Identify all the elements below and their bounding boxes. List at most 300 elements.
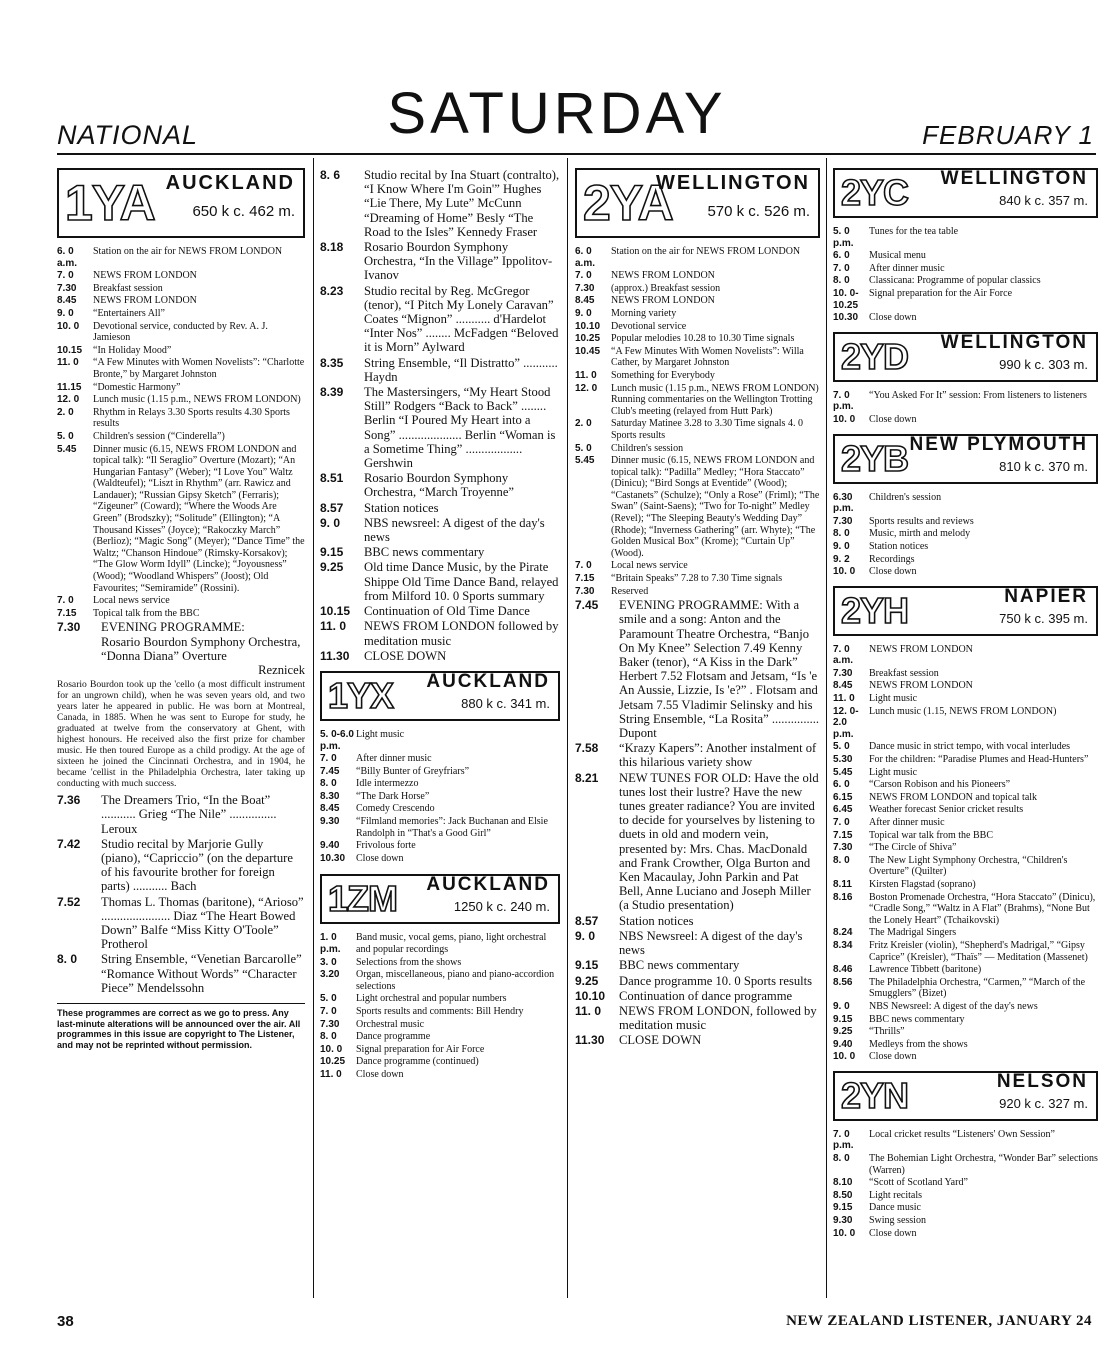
listing-item (833, 275, 1098, 287)
listing-item (575, 418, 820, 441)
listing-time: 9.15 (833, 1202, 853, 1214)
listing-time: 8.45 (320, 803, 340, 815)
station-box-2yb (833, 434, 1098, 484)
listing-time: 9. 0 (833, 540, 850, 552)
listing-item (57, 431, 305, 443)
listing-time: 8. 0 (833, 275, 850, 287)
listing-text: “Scott of Scotland Yard” (869, 1177, 968, 1189)
listing-item (575, 598, 820, 740)
listing-time: 9.25 (575, 973, 599, 988)
listing-time: 7. 0 (833, 262, 850, 274)
listing-text: Dinner music (6.15, NEWS FROM LONDON and topical talk): “Padilla” Medley; “Hora Staccato” (Dinicu); “Bird Songs at Eventide” (Wood); “Castanets” (Schulze); “Only a Rose” (Friml); “The Swan” (Saint-Saens); “Two for To-night” Medley (Revel); “The Sleeping Beauty's Wedding Day” (Rhode); “Inverness Gathering” (arr. Whyte); “The Golden Musical Box” (Krome); “Curtain Up” (Wood). (611, 455, 820, 559)
listing-text: BBC news commentary (364, 545, 485, 560)
listing-text: Signal preparation for the Air Force (869, 287, 1013, 299)
listing-time: 8.16 (833, 891, 853, 903)
listing-time: 9.15 (575, 958, 599, 973)
listing-time: 10. 0-10.25 (833, 287, 859, 311)
listing-item (833, 927, 1098, 939)
listing-time: 11. 0 (57, 357, 79, 369)
listing-time: 9. 0 (320, 515, 341, 530)
listing-item (320, 1069, 560, 1081)
listing-item (833, 263, 1098, 275)
listing-text: Children's session (“Cinderella”) (93, 430, 225, 442)
station-box-2yn (833, 1071, 1098, 1121)
listing-time: 8.30 (320, 790, 340, 802)
listing-text: Orchestral music (356, 1018, 425, 1030)
listing-time: 7.45 (320, 765, 340, 777)
listing-item (320, 778, 560, 790)
listing-time: 8.34 (833, 939, 853, 951)
header-network: NATIONAL (57, 120, 199, 150)
feature-paragraph: Rosario Bourdon took up the 'cello (a most difficult instrument for an ungrown child), when he was seven years old, and two years later he appeared in public. He was born at Montreal, Canada, in 1885. When he was sent to Europe for study, he graduated at twelve from the conservatory at Ghent, with highest honours. He received also the first prize for chamber music. He then toured Europe as a child prodigy. At the age of sixteen he joined the Cincinnati Orchestra, and in 1904, he became 'cellist in the Philadelphia Orchestra, later taking up conducting with much success. (57, 679, 305, 790)
listing-item (833, 226, 1098, 249)
listing-time: 9.40 (320, 840, 340, 852)
station-name: NEW PLYMOUTH (909, 433, 1088, 455)
listing-time: 7.30 (833, 667, 853, 679)
listing-time: 8.57 (575, 913, 599, 928)
listing-item (575, 443, 820, 455)
listing-item (320, 385, 560, 470)
listing-text: String Ensemble, “Il Distratto” ........... Haydn (364, 355, 558, 384)
listing-time: 7.52 (57, 894, 81, 909)
listing-time: 9.15 (833, 1013, 853, 1025)
listing-item (575, 346, 820, 369)
listing-item (575, 308, 820, 320)
listing-item (575, 333, 820, 345)
listing-text: NEWS FROM LONDON and topical talk (869, 791, 1038, 803)
listing-item (57, 283, 305, 295)
listing-time: 7.30 (57, 282, 77, 294)
listing-time: 8. 0 (57, 952, 78, 967)
listing-text: “The Circle of Shiva” (869, 842, 957, 854)
listing-time: 6. 0 (833, 779, 850, 791)
listing-text: Close down (869, 1051, 917, 1063)
listing-text: “The Dark Horse” (356, 790, 430, 802)
listing-time: 12. 0 (57, 394, 80, 406)
listing-text: Close down (869, 413, 917, 425)
listing-time: 10.45 (575, 345, 601, 357)
station-logo: 1ZM (328, 878, 397, 920)
listing-item (575, 383, 820, 418)
station-logo: 2YC (841, 172, 909, 213)
listing-item (320, 1006, 560, 1018)
listing-item (320, 356, 560, 384)
listing-item (833, 767, 1098, 779)
listing-time: 7. 0 (320, 753, 337, 765)
listing-text: “Billy Bunter of Greyfriars” (356, 765, 470, 777)
listing-item (57, 270, 305, 282)
listing-time: 5. 0 (320, 993, 337, 1005)
listing-time: 2. 0 (57, 406, 74, 418)
listing-text: Something for Everybody (611, 369, 715, 381)
listing-item (833, 1190, 1098, 1202)
listing-time: 7. 0 (575, 560, 592, 572)
listing-time: 12. 0 (575, 382, 598, 394)
listing-item (57, 407, 305, 430)
listing-item (833, 706, 1098, 741)
station-frequency: 570 k c. 526 m. (707, 203, 810, 220)
listing-time: 7.30 (320, 1018, 340, 1030)
station-name: WELLINGTON (940, 168, 1088, 189)
listing-title: EVENING PROGRAMME: (101, 620, 245, 635)
listing-time: 8. 0 (833, 854, 850, 866)
listing-text: Dance programme 10. 0 Sports results (619, 973, 813, 988)
listing-time: 8.45 (575, 295, 595, 307)
listing-text: Light orchestral and popular numbers (356, 993, 507, 1005)
listing-text: Popular melodies 10.28 to 10.30 Time signals (611, 333, 795, 345)
listing-text: Lunch music (1.15, NEWS FROM LONDON) (869, 705, 1057, 717)
station-name: WELLINGTON (655, 172, 810, 194)
listing-text: EVENING PROGRAMME: With a smile and a song: Anton and the Paramount Theatre Orchestra, “Banjo On My Knee” Selection 7.49 Kenny Baker (tenor), “A Kiss in the Dark” Herbert 7.52 Flotsam and Jetsam, “Is 'e An Aussie, Lizzie, Is 'e?” . Flotsam and Jetsam 7.55 Vladimir Selinsky and his String Ensemble, “La Rosita” ............... Dupont (619, 598, 820, 741)
listing-item (57, 357, 305, 380)
listing-time: 7.42 (57, 836, 81, 851)
listing-time: 8. 0 (320, 1031, 337, 1043)
listing-time: 11.15 (57, 381, 82, 393)
listing-item (833, 879, 1098, 891)
listing-text: Station on the air for NEWS FROM LONDON (611, 246, 801, 257)
listing-text: “In Holiday Mood” (93, 344, 172, 356)
column-3 (575, 168, 820, 1049)
listing-text: Studio recital by Ina Stuart (contralto), “I Know Where I'm Goin'” Hughes “Lie There, My Lute” McCunn “Dreaming of Home” Besly “The Road to the Isles” Kennedy Fraser (364, 168, 560, 239)
listing-time: 8.18 (320, 240, 344, 255)
listing-item (833, 855, 1098, 878)
evening-programme-1ya (57, 620, 305, 677)
listing-text: The New Light Symphony Orchestra, “Children's Overture” (Quilter) (869, 854, 1068, 878)
listing-item (320, 840, 560, 852)
listing-time: 8.46 (833, 964, 853, 976)
listing-item (575, 771, 820, 913)
listing-item (833, 680, 1098, 692)
station-name: NELSON (996, 1070, 1088, 1092)
listing-time: 5. 0 (833, 741, 850, 753)
listing-item (57, 608, 305, 620)
listing-time: 5.45 (575, 455, 595, 467)
listing-item (833, 1014, 1098, 1026)
listing-item (57, 308, 305, 320)
column-1 (57, 168, 305, 1050)
listing-item (833, 528, 1098, 540)
listing-text: NEWS FROM LONDON (869, 643, 973, 655)
listing-item (320, 516, 560, 544)
listing-item (833, 312, 1098, 324)
listing-text: “A Few Minutes With Women Novelists”: Willa Cather, by Margaret Johnston (611, 345, 804, 369)
listing-text: After dinner music (356, 753, 432, 765)
listing-item (575, 1004, 820, 1032)
listing-time: 10.10 (575, 988, 606, 1003)
listing-item (320, 1044, 560, 1056)
listing-text: Breakfast session (93, 282, 163, 294)
listing-text: For the children: “Paradise Plumes and Head-Hunters” (869, 754, 1089, 766)
schedule-1ya (57, 246, 305, 619)
listing-text: Station on the air for NEWS FROM LONDON (93, 246, 283, 257)
listing-time: 10.25 (575, 333, 601, 345)
listing-item (575, 270, 820, 282)
schedule-1yx (320, 729, 560, 865)
listing-item (833, 1129, 1098, 1152)
listing-item (320, 649, 560, 663)
station-frequency: 840 k c. 357 m. (999, 193, 1088, 208)
listing-time: 6.15 (833, 791, 853, 803)
listing-item (320, 969, 560, 992)
listing-item (833, 541, 1098, 553)
listing-time: 10.15 (57, 344, 83, 356)
listing-text: The Bohemian Light Orchestra, “Wonder Bar” selections (Warren) (869, 1153, 1098, 1176)
listing-item (833, 1026, 1098, 1038)
listing-text: NEWS FROM LONDON (93, 295, 197, 307)
listing-text: Topical talk from the BBC (93, 607, 200, 619)
listing-time: 5. 0 (57, 430, 74, 442)
schedule-1ya-cont (320, 168, 560, 663)
schedule-2yd (833, 390, 1098, 426)
listing-time: 6. 0 a.m. (575, 246, 596, 269)
listing-item (57, 321, 305, 344)
listing-item (57, 295, 305, 307)
listing-text: Music, mirth and melody (869, 528, 971, 540)
listing-time: 11. 0 (833, 693, 855, 705)
listing-item (833, 977, 1098, 1000)
schedule-2yc (833, 226, 1098, 324)
listing-time: 7.58 (575, 741, 599, 756)
listing-text: Close down (869, 566, 917, 578)
listing-item (320, 1056, 560, 1068)
listing-item (320, 957, 560, 969)
listing-time: 5. 0-6.0 p.m. (320, 728, 354, 752)
listing-item (833, 804, 1098, 816)
listing-item (833, 741, 1098, 753)
listing-item (320, 545, 560, 559)
listing-text: Signal preparation for Air Force (356, 1043, 485, 1055)
listing-time: 10. 0 (833, 566, 856, 578)
listing-text: “Domestic Harmony” (93, 381, 181, 393)
listing-time: 3. 0 (320, 956, 337, 968)
listing-text: Children's session (611, 442, 684, 454)
station-box-2yd (833, 332, 1098, 382)
listing-item (320, 240, 560, 283)
listing-line: Rosario Bourdon Symphony Orchestra, (101, 634, 301, 649)
listing-time: 7.30 (575, 585, 595, 597)
station-box-1ya (57, 168, 305, 238)
listing-text: “Britain Speaks” 7.28 to 7.30 Time signals (611, 573, 783, 585)
listing-time: 5. 0 p.m. (833, 226, 854, 249)
listing-time: 11.30 (575, 1033, 605, 1048)
listing-item (575, 929, 820, 957)
station-frequency: 810 k c. 370 m. (999, 458, 1088, 474)
listing-item (833, 1215, 1098, 1227)
listing-text: Frivolous forte (356, 840, 416, 852)
listing-text: Studio recital by Reg. McGregor (tenor), “I Pitch My Lonely Caravan” Coates “Mignon” ........... d'Hardelot “Inter Nos” ........ McFadgen “Beloved it is Morn” Aylward (364, 283, 559, 355)
listing-item (833, 492, 1098, 515)
listing-text: Close down (869, 312, 917, 324)
listing-time: 8.10 (833, 1177, 853, 1189)
listing-item (320, 803, 560, 815)
listing-time: 5.30 (833, 754, 853, 766)
header-day: SATURDAY (387, 81, 727, 146)
listing-text: Medleys from the shows (869, 1038, 968, 1050)
listing-item (320, 560, 560, 603)
listing-time: 11. 0 (575, 369, 597, 381)
listing-time: 7. 0 (833, 817, 850, 828)
listing-time: 8.24 (833, 927, 853, 939)
listing-text: Close down (869, 1227, 917, 1239)
listing-time: 8.51 (320, 471, 344, 486)
listing-text: CLOSE DOWN (619, 1033, 702, 1048)
listing-time: 3.20 (320, 969, 340, 981)
listing-text: After dinner music (869, 817, 945, 828)
listing-text: The Dreamers Trio, “In the Boat” ........... Grieg “The Nile” ............... Leroux (101, 793, 277, 836)
listing-time: 9. 0 (833, 1000, 850, 1012)
listing-item (833, 390, 1098, 413)
schedule-2yb (833, 492, 1098, 578)
station-frequency: 880 k c. 341 m. (461, 695, 550, 711)
listing-text: Selections from the shows (356, 956, 462, 968)
listing-time: 10.25 (320, 1056, 346, 1068)
station-frequency: 750 k c. 395 m. (999, 610, 1088, 626)
listing-text: (approx.) Breakfast session (611, 282, 721, 294)
listing-time: 10.30 (320, 852, 346, 864)
listing-time: 8.45 (57, 295, 77, 307)
listing-item (320, 284, 560, 355)
listing-text: Station notices (619, 913, 694, 928)
listing-text: Dance programme (356, 1031, 431, 1043)
listing-text: CLOSE DOWN (364, 648, 447, 663)
listing-time: 7.30 (833, 842, 853, 854)
listing-item (320, 993, 560, 1005)
schedule-2yh (833, 644, 1098, 1063)
listing-time: 7. 0 (57, 270, 74, 282)
column-rule (826, 158, 827, 1298)
listing-time: 6. 0 a.m. (57, 246, 78, 269)
listing-time: 7.15 (833, 829, 853, 841)
station-logo: 2YA (583, 175, 673, 231)
listing-text: Lawrence Tibbett (baritone) (869, 964, 982, 976)
listing-time: 11.30 (320, 648, 350, 663)
listing-text: Saturday Matinee 3.28 to 3.30 Time signals 4. 0 Sports results (611, 418, 803, 441)
listing-time: 5.45 (833, 766, 853, 778)
listing-item (57, 837, 305, 894)
listing-text: Tunes for the tea table (869, 226, 959, 237)
listing-item (575, 283, 820, 295)
listing-item (833, 1153, 1098, 1176)
listing-text: NBS Newsreel: A digest of the day's news (869, 1000, 1038, 1012)
header-date: FEBRUARY 1 (922, 120, 1094, 150)
listing-time: 10. 0 (57, 320, 80, 332)
listing-text: Station notices (364, 500, 439, 515)
listing-time: 7. 0 a.m. (833, 643, 854, 667)
listing-text: NEWS FROM LONDON (611, 270, 715, 282)
listing-item (833, 250, 1098, 262)
listing-text: Dance music (869, 1202, 921, 1214)
listing-item (320, 816, 560, 839)
listing-item (833, 779, 1098, 791)
listing-item (320, 853, 560, 865)
column-4 (833, 168, 1098, 1240)
listing-text: Fritz Kreisler (violin), “Shepherd's Madrigal,” “Gipsy Caprice” (Kreisler), “Thaïs” — Meditation (Massenet) (869, 939, 1088, 963)
listing-text: The Philadelphia Orchestra, “Carmen,” “March of the Smugglers” (Bizet) (869, 976, 1086, 1000)
listing-item (575, 974, 820, 988)
listing-text: Topical war talk from the BBC (869, 829, 993, 841)
listing-item (575, 246, 820, 269)
listing-text: BBC news commentary (619, 958, 740, 973)
listing-text: “Filmland memories”: Jack Buchanan and Elsie Randolph in “That's a Good Girl” (356, 816, 548, 839)
station-frequency: 920 k c. 327 m. (999, 1095, 1088, 1111)
station-frequency: 1250 k c. 240 m. (453, 899, 550, 915)
listing-text: String Ensemble, “Venetian Barcarolle” “Romance Without Words” “Character Piece” Mendelssohn (101, 952, 302, 995)
listing-text: Local news service (611, 560, 688, 572)
listing-item (320, 501, 560, 515)
listing-line: “Donna Diana” Overture (101, 648, 227, 663)
listing-time: 9. 0 (575, 928, 596, 943)
station-box-1zm (320, 874, 560, 924)
publication-footer: NEW ZEALAND LISTENER, JANUARY 24 (786, 1313, 1092, 1329)
listing-item (57, 246, 305, 269)
listing-time: 10.10 (575, 320, 601, 332)
listing-time: 7.30 (833, 515, 853, 527)
station-box-2yh (833, 586, 1098, 636)
listing-text: Lunch music (1.15 p.m., NEWS FROM LONDON) (93, 394, 301, 406)
listing-item (320, 619, 560, 647)
listing-item (833, 1228, 1098, 1240)
page-number: 38 (57, 1313, 74, 1330)
listing-text: Comedy Crescendo (356, 803, 435, 815)
listing-time: 7.15 (57, 607, 77, 619)
station-frequency: 650 k c. 462 m. (192, 203, 295, 220)
listing-text: Idle intermezzo (356, 778, 419, 790)
listing-text: Children's session (869, 491, 942, 503)
listing-text: BBC news commentary (869, 1013, 965, 1025)
listing-text: Morning variety (611, 307, 677, 319)
listing-item (833, 566, 1098, 578)
listing-time: 8.45 (833, 680, 853, 692)
listing-text: Light music (356, 728, 405, 740)
listing-item (320, 791, 560, 803)
listing-item (575, 295, 820, 307)
listing-text: Dinner music (6.15, NEWS FROM LONDON and topical talk): “Il Seraglio” Overture (Mozart); “An Hungarian Fantasy” (Weber); “I Love You” Waltz (Waldteufel); “Liszt in Rhythm” (arr. Rawicz and Landauer); “Russian Gipsy Sketch” (Ferraris); “Zigeuner” (Coward); “Where the Woods Are Green” (Brodszky); “Solitude” (Ellington); “A Thousand Kisses” (Joyce); “Rakoczky March” (Berlioz); “Magic Song” (Meyer); “Dance Time” the Waltz; “Chanson Hindoue” (Rimsky-Korsakov); “The Glow Worm Idyll” (Lincke); “Joyousness” (Wood); “Woodland Whispers” (Joost); Old Favourites; “Semiramide” (Rossini). (93, 443, 305, 594)
listing-text: NEWS FROM LONDON (869, 680, 973, 692)
listing-text: Weather forecast Senior cricket results (869, 804, 1024, 816)
listing-item (575, 958, 820, 972)
station-name: AUCKLAND (426, 874, 550, 896)
listing-item (833, 940, 1098, 963)
listing-time: 9.40 (833, 1038, 853, 1050)
listing-text: Rosario Bourdon Symphony Orchestra, “In the Village” Ippolitov-Ivanov (364, 240, 553, 283)
listing-time: 10. 0 (320, 1043, 343, 1055)
listing-item (57, 895, 305, 952)
listing-text: Rhythm in Relays 3.30 Sports results 4.30 Sports results (93, 406, 290, 430)
listing-text: Breakfast session (869, 667, 939, 679)
schedule-1ya-late (57, 793, 305, 995)
listing-text: Close down (356, 1068, 404, 1080)
listing-item (575, 914, 820, 928)
listing-item (833, 754, 1098, 766)
listing-text: “Krazy Kapers”: Another instalment of this hilarious variety show (619, 741, 817, 770)
listing-text: Station notices (869, 540, 929, 552)
listing-text: “Carson Robison and his Pioneers” (869, 779, 1011, 791)
schedule-2yn (833, 1129, 1098, 1239)
listing-text: Classicana: Programme of popular classics (869, 275, 1041, 287)
listing-item (57, 394, 305, 406)
station-name: NAPIER (1004, 585, 1088, 607)
listing-text: The Mastersingers, “My Heart Stood Still” Rodgers “Back to Back” ........ Berlin “I Poured My Heart into a Song” .................... Berlin “Woman is a Sometime Thing” .................. Gershwin (364, 385, 556, 471)
listing-item (833, 668, 1098, 680)
listing-item (833, 1001, 1098, 1013)
station-logo: 2YD (841, 335, 909, 377)
listing-text: Kirsten Flagstad (soprano) (869, 878, 976, 890)
listing-time: 6.45 (833, 804, 853, 816)
listing-time: 7. 0 (57, 595, 74, 607)
listing-time: 10.15 (320, 604, 351, 619)
listing-time: 8. 0 (320, 778, 337, 790)
listing-text: NEWS FROM LONDON followed by meditation music (364, 619, 559, 648)
